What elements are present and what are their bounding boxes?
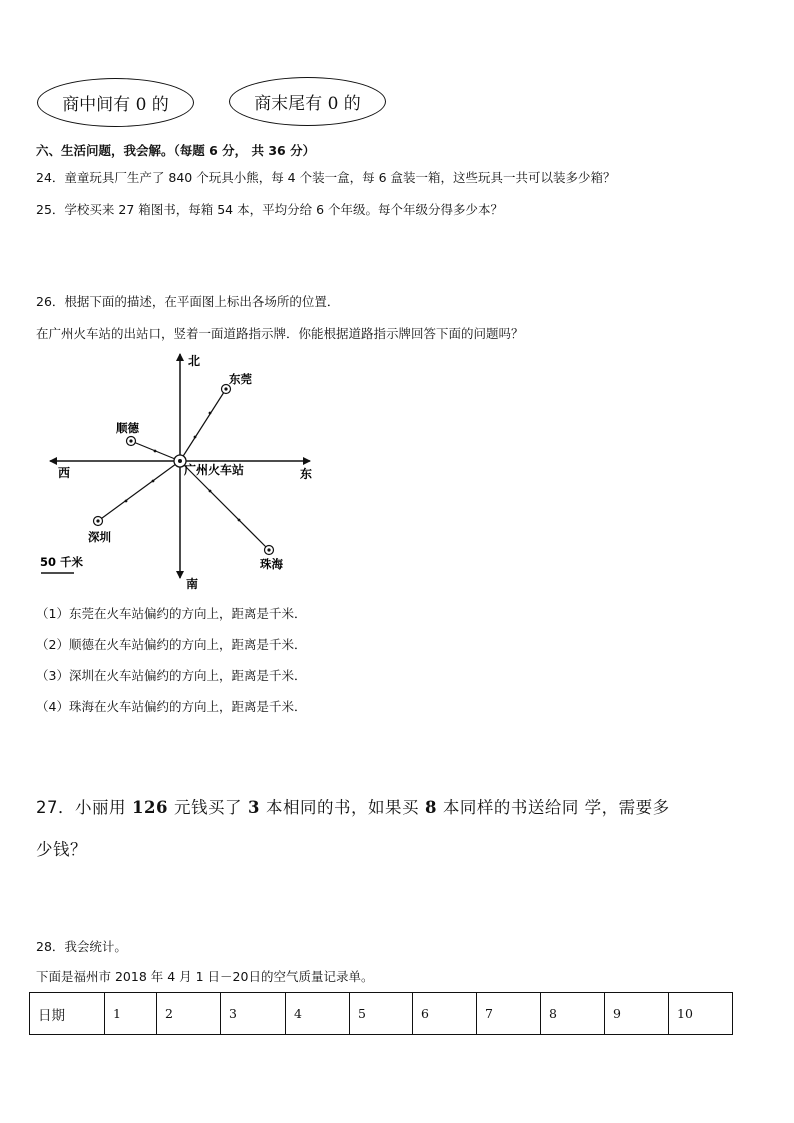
label-west: 西 bbox=[58, 466, 71, 480]
question-28: 28．我会统计。 bbox=[36, 939, 127, 954]
table-cell: 8 bbox=[541, 993, 605, 1035]
table-cell: 9 bbox=[605, 993, 669, 1035]
question-28-intro: 下面是福州市 2018 年 4 月 1 日－20日的空气质量记录单。 bbox=[36, 969, 374, 984]
label-north: 北 bbox=[188, 354, 201, 368]
oval-label: 商末尾有 0 的 bbox=[254, 94, 361, 114]
table-cell: 2 bbox=[157, 993, 221, 1035]
table-cell: 1 bbox=[105, 993, 157, 1035]
scale-label: 50 千米 bbox=[40, 555, 84, 569]
oval-label: 商中间有 0 的 bbox=[62, 95, 169, 115]
route-shenzhen bbox=[98, 461, 180, 521]
table-cell: 6 bbox=[413, 993, 477, 1035]
question-25: 25．学校买来 27 箱图书，每箱 54 本，平均分给 6 个年级。每个年级分得多少本？ bbox=[36, 202, 504, 217]
place-marker-shenzhen bbox=[94, 517, 103, 526]
sub-question-1: （1）东莞在火车站偏约的方向上，距离是千米． bbox=[36, 606, 307, 621]
table-cell: 7 bbox=[477, 993, 541, 1035]
label-center: 广州火车站 bbox=[184, 463, 245, 477]
place-marker-shunde bbox=[127, 437, 136, 446]
table-cell: 10 bbox=[669, 993, 733, 1035]
label-zhuhai: 珠海 bbox=[260, 557, 283, 571]
sub-question-2: （2）顺德在火车站偏约的方向上，距离是千米． bbox=[36, 637, 307, 652]
label-south: 南 bbox=[186, 577, 199, 591]
table-row bbox=[30, 993, 733, 1035]
table-header-date: 日期 bbox=[30, 993, 105, 1035]
question-27-line2: 少钱？ bbox=[36, 840, 87, 859]
sub-question-4: （4）珠海在火车站偏约的方向上，距离是千米． bbox=[36, 699, 307, 714]
question-26-intro: 在广州火车站的出站口，竖着一面道路指示牌．你能根据道路指示牌回答下面的问题吗？ bbox=[36, 326, 524, 341]
air-quality-table bbox=[29, 992, 733, 1035]
question-27: 27．小丽用 126 元钱买了 3 本相同的书，如果买 8 本同样的书送给同 学，需要多 bbox=[36, 798, 670, 817]
oval-quotient-end-zero bbox=[229, 77, 386, 126]
direction-map bbox=[0, 345, 360, 595]
table-cell: 4 bbox=[286, 993, 350, 1035]
table-cell: 3 bbox=[221, 993, 286, 1035]
oval-quotient-middle-zero bbox=[37, 78, 194, 127]
label-shunde: 顺德 bbox=[116, 421, 139, 435]
sub-question-3: （3）深圳在火车站偏约的方向上，距离是千米． bbox=[36, 668, 307, 683]
question-24: 24．童童玩具厂生产了 840 个玩具小熊，每 4 个装一盒，每 6 盒装一箱，这些玩具一共可以装多少箱？ bbox=[36, 170, 616, 185]
table-cell: 5 bbox=[350, 993, 413, 1035]
label-shenzhen: 深圳 bbox=[88, 530, 111, 544]
question-26: 26．根据下面的描述，在平面图上标出各场所的位置． bbox=[36, 294, 340, 309]
label-east: 东 bbox=[300, 467, 313, 481]
section-heading: 六、生活问题，我会解。（每题 6 分， 共 36 分） bbox=[36, 143, 316, 158]
place-marker-zhuhai bbox=[265, 546, 274, 555]
label-dongguan: 东莞 bbox=[229, 372, 252, 386]
route-dongguan bbox=[180, 389, 226, 461]
